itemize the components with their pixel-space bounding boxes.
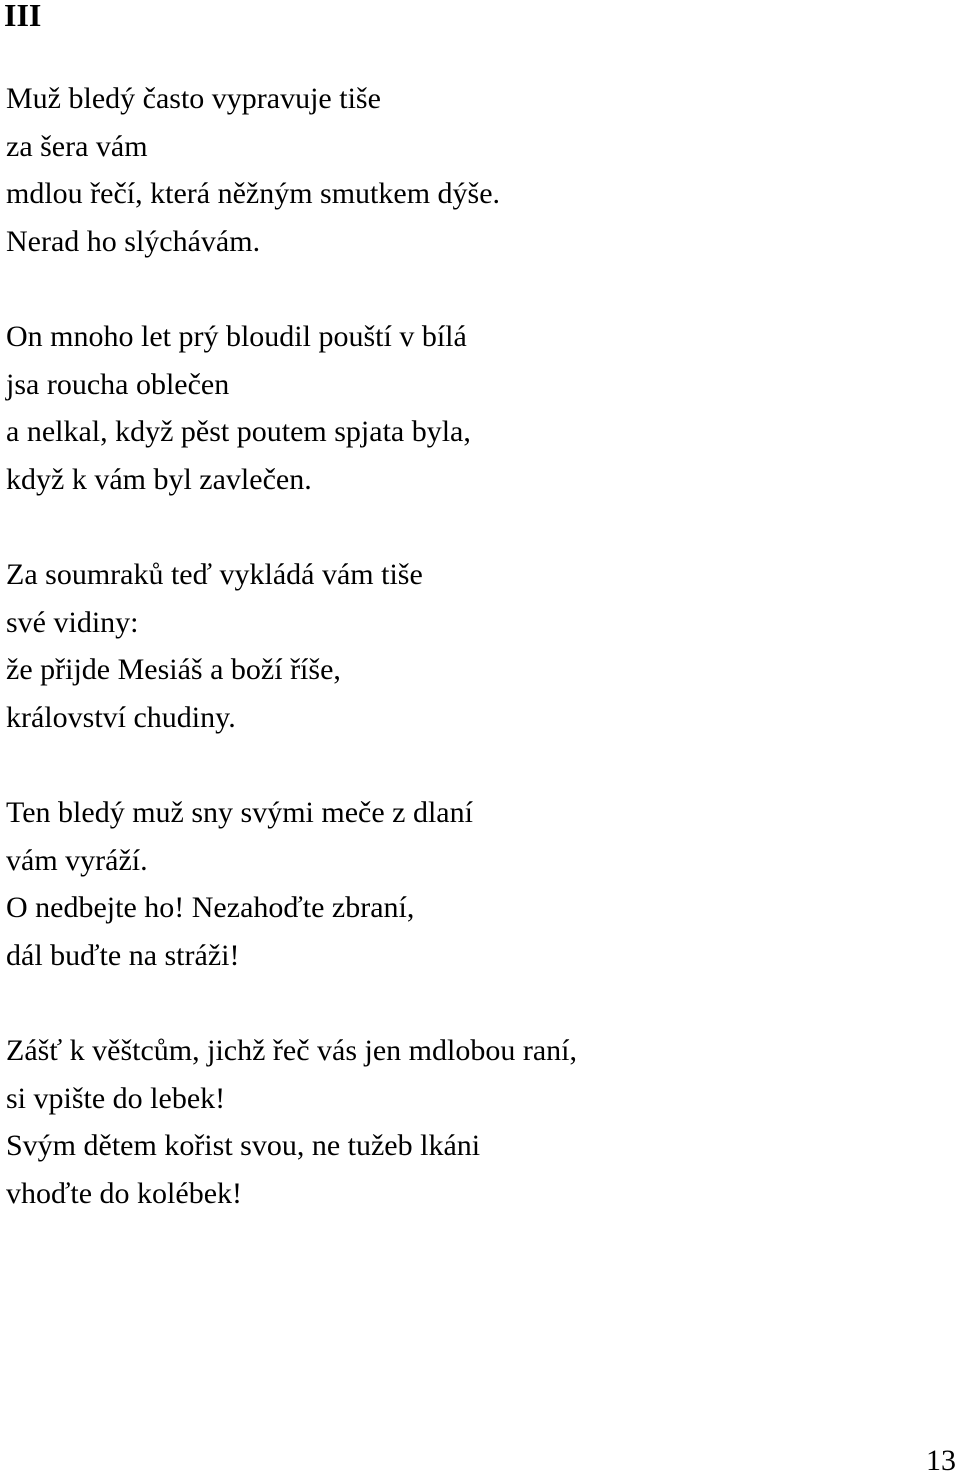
poem-line: že přijde Mesiáš a boží říše, [6, 653, 341, 686]
poem [6, 75, 577, 1265]
poem-line: mdlou řečí, která něžným smutkem dýše. [6, 177, 501, 210]
poem-line: Svým dětem kořist svou, ne tužeb lkáni [6, 1129, 481, 1162]
poem-line: vám vyráží. [6, 843, 148, 877]
poem-line: Nerad ho slýchávám. [6, 224, 261, 258]
poem-line: když k vám byl zavlečen. [6, 462, 312, 496]
poem-line: své vidiny: [6, 605, 139, 639]
poem-line: On mnoho let prý bloudil pouští v bílá [6, 320, 467, 353]
stanza-2 [6, 313, 577, 503]
poem-line: Ten bledý muž sny svými meče z dlaní [6, 796, 473, 829]
poem-line: Za soumraků teď vykládá vám tiše [6, 558, 423, 591]
stanza-4 [6, 789, 577, 979]
poem-line: a nelkal, když pěst poutem spjata byla, [6, 415, 471, 448]
poem-line: za šera vám [6, 129, 148, 163]
stanza-3 [6, 551, 577, 741]
page-title: III [4, 0, 42, 33]
poem-line: vhoďte do kolébek! [6, 1176, 243, 1210]
poem-line: O nedbejte ho! Nezahoďte zbraní, [6, 891, 415, 924]
poem-line: dál buďte na stráži! [6, 938, 240, 972]
stanza-1 [6, 75, 577, 265]
poem-line: Muž bledý často vypravuje tiše [6, 82, 381, 115]
stanza-5 [6, 1027, 577, 1217]
poem-line: Zášť k věštcům, jichž řeč vás jen mdlobou raní, [6, 1034, 577, 1067]
poem-line: jsa roucha oblečen [6, 367, 230, 401]
poem-line: království chudiny. [6, 700, 236, 734]
page-number: 13 [926, 1444, 956, 1477]
poem-line: si vpište do lebek! [6, 1081, 226, 1115]
